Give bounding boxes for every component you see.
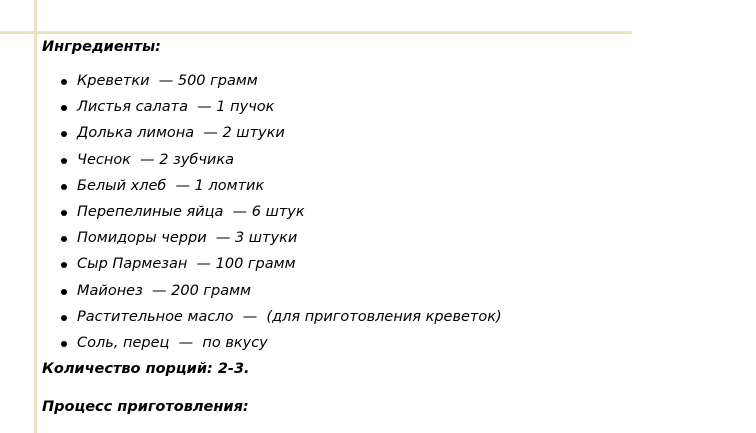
page-margin-horizontal-line — [0, 31, 632, 34]
ingredient-text: Белый хлеб — 1 ломтик — [77, 177, 265, 194]
bullet-icon — [61, 262, 67, 268]
ingredient-text: Креветки — 500 грамм — [77, 73, 258, 89]
bullet-icon — [61, 158, 67, 164]
list-item — [42, 151, 742, 170]
list-item — [42, 308, 742, 327]
bullet-icon — [61, 315, 67, 321]
ingredient-text: Соль, перец — по вкусу — [77, 334, 268, 351]
process-heading: Процесс приготовления: — [42, 399, 249, 416]
list-item — [42, 124, 742, 143]
recipe-content — [42, 38, 742, 417]
bullet-icon — [61, 341, 67, 347]
bullet-icon — [61, 210, 67, 216]
list-item — [42, 203, 742, 222]
ingredient-text: Майонез — 200 грамм — [77, 282, 251, 299]
ingredient-text: Листья салата — 1 пучок — [77, 99, 275, 116]
list-item — [42, 177, 742, 196]
servings-text: Количество порций: 2-3. — [42, 361, 250, 378]
ingredient-text: Помидоры черри — 3 штуки — [77, 230, 298, 247]
bullet-icon — [61, 184, 67, 190]
ingredients-list — [42, 72, 742, 353]
bullet-icon — [61, 289, 67, 295]
ingredient-text: Перепелиные яйца — 6 штук — [77, 203, 305, 220]
list-item — [42, 72, 742, 91]
list-item — [42, 282, 742, 301]
list-item — [42, 229, 742, 248]
bullet-icon — [61, 236, 67, 242]
page-margin-vertical-line — [34, 0, 37, 433]
bullet-icon — [61, 79, 67, 85]
bullet-icon — [61, 105, 67, 111]
list-item — [42, 98, 742, 117]
list-item — [42, 334, 742, 353]
ingredient-text: Растительное масло — (для приготовления креветок) — [77, 308, 502, 325]
list-item — [42, 255, 742, 274]
ingredients-heading: Ингредиенты: — [42, 39, 161, 55]
ingredient-text: Долька лимона — 2 штуки — [77, 125, 285, 142]
bullet-icon — [61, 131, 67, 137]
ingredient-text: Сыр Пармезан — 100 грамм — [77, 256, 296, 273]
ingredient-text: Чеснок — 2 зубчика — [77, 151, 234, 168]
